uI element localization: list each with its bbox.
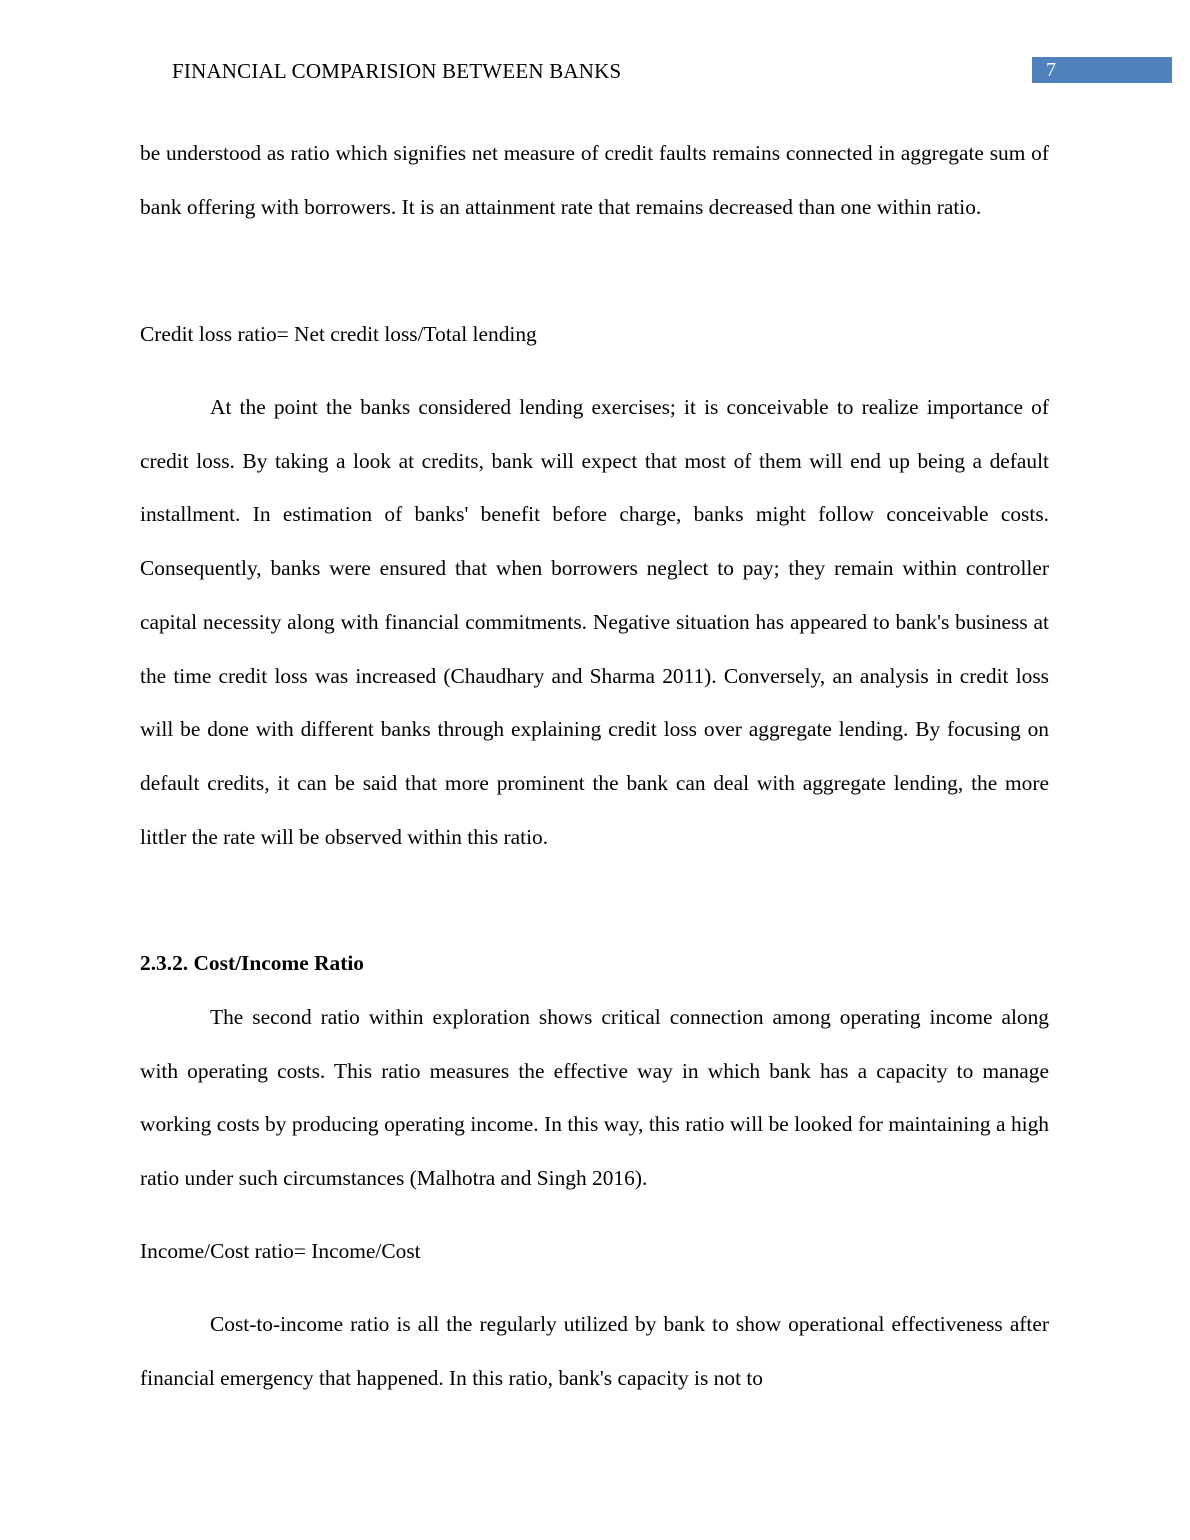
formula-credit-loss: Credit loss ratio= Net credit loss/Total lending [140, 322, 537, 346]
section-heading-cost-income: 2.3.2. Cost/Income Ratio [140, 951, 364, 975]
paragraph-intro: be understood as ratio which signifies net measure of credit faults remains connected in aggregate sum of bank offering with borrowers. It is an attainment rate that remains decreased than one within ratio. [140, 141, 1049, 219]
paragraph-cost-income: The second ratio within exploration shows critical connection among operating income along with operating costs. This ratio measures the effective way in which bank has a capacity to manage working costs by producing operating income. In this way, this ratio will be looked for maintaining a high ratio under such circumstances (Malhotra and Singh 2016). [140, 1005, 1049, 1191]
paragraph-credit-loss: At the point the banks considered lending exercises; it is conceivable to realize importance of credit loss. By taking a look at credits, bank will expect that most of them will end up being a default installment. In estimation of banks' benefit before charge, banks might follow conceivable costs. Consequently, banks were ensured that when borrowers neglect to pay; they remain within controller capital necessity along with financial commitments. Negative situation has appeared to bank's business at the time credit loss was increased (Chaudhary and Sharma 2011). Conversely, an analysis in credit loss will be done with different banks through explaining credit loss over aggregate lending. By focusing on default credits, it can be said that more prominent the bank can deal with aggregate lending, the more littler the rate will be observed within this ratio. [140, 395, 1049, 849]
formula-income-cost: Income/Cost ratio= Income/Cost [140, 1239, 421, 1263]
paragraph-cost-to-income: Cost-to-income ratio is all the regularly utilized by bank to show operational effectiveness after financial emergency that happened. In this ratio, bank's capacity is not to [140, 1312, 1049, 1390]
page-number: 7 [1046, 59, 1056, 81]
running-header-title: FINANCIAL COMPARISION BETWEEN BANKS [172, 59, 622, 83]
page-number-box [1032, 57, 1172, 83]
